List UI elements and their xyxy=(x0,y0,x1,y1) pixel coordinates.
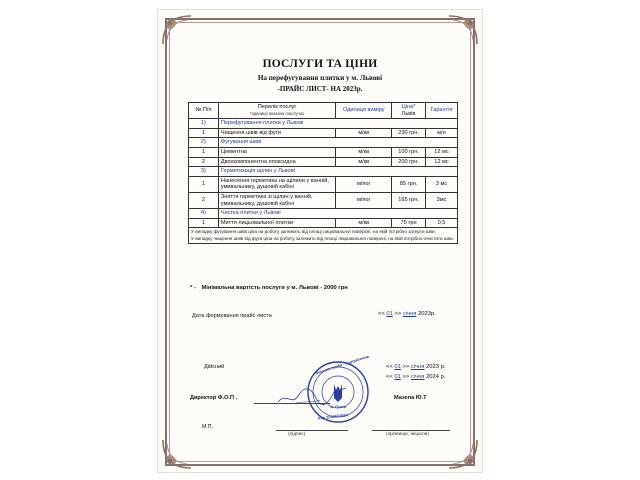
valid-label: Дійсний xyxy=(204,364,225,370)
row-unit: м/пог xyxy=(336,176,392,192)
corner-ornament-icon xyxy=(446,437,480,471)
row-service: Нанесення герметика на щілини у ванній, умивальнику, душовій кабіні xyxy=(218,176,336,192)
stamp-inner-text: м. Львів xyxy=(330,404,347,409)
row-unit: м/кв xyxy=(336,218,392,228)
header-price-city: Львів xyxy=(401,110,416,117)
row-num: 1 xyxy=(189,176,219,192)
note-line: У випадку фугування швів ціна на роботу залежить від площі лицювальної поверхні, на якій потрібно затерти шви. xyxy=(191,229,436,235)
row-price: 75 грн xyxy=(392,218,426,228)
director-name: Мазепа Ю.Т xyxy=(394,395,427,401)
section-name: Перефугування плитки у Львові xyxy=(218,119,457,129)
table-row xyxy=(189,192,458,208)
name-caption-line xyxy=(372,430,450,431)
row-price: 230 грн. xyxy=(392,128,426,138)
row-warranty: 12 мс xyxy=(426,157,458,167)
corner-ornament-icon xyxy=(160,13,194,47)
row-unit: м/кв xyxy=(336,147,392,157)
row-unit: м/кв xyxy=(336,128,392,138)
header-unit-label: Одиниця виміру xyxy=(342,107,385,114)
header-service-note: *одиниця вказана поштучно xyxy=(249,110,305,116)
table-row xyxy=(189,147,458,157)
valid-to-day: 01 xyxy=(394,374,401,380)
row-warranty: 0,5 xyxy=(426,218,458,228)
valid-from-year: 2023 р. xyxy=(426,364,446,370)
row-unit: м/пог xyxy=(336,192,392,208)
form-date-day: 01 xyxy=(386,311,393,317)
header-service-label: Перелік послуг xyxy=(257,104,297,110)
valid-from-day: 01 xyxy=(394,364,401,370)
section-row xyxy=(189,119,458,129)
table-row xyxy=(189,128,458,138)
name-caption: (прізвище, ініціали) xyxy=(386,432,429,437)
price-list-year: -ПРАЙС ЛИСТ- НА 2023р. xyxy=(277,85,363,93)
notes-row xyxy=(189,228,458,243)
stamp-code: Код 3241553664 xyxy=(317,412,349,421)
corner-ornament-icon xyxy=(446,13,480,47)
row-num: 2 xyxy=(189,192,219,208)
stamp-text xyxy=(306,353,370,424)
row-warranty: 3 мс xyxy=(426,176,458,192)
header-price xyxy=(392,103,426,119)
row-price: 85 грн. xyxy=(392,176,426,192)
price-table xyxy=(188,102,458,244)
section-num: 2) xyxy=(189,138,219,148)
header-warranty xyxy=(426,103,458,119)
minimum-cost-note xyxy=(190,285,348,291)
minimum-cost-bullet: * - xyxy=(190,285,196,291)
document-sheet xyxy=(158,10,482,472)
form-date-mid: >> xyxy=(394,311,402,317)
row-unit: м/кв xyxy=(336,157,392,167)
row-service: Двохкомпонентна епоксидна xyxy=(218,157,336,167)
row-service: Миття лицьовальної плитки xyxy=(218,218,336,228)
section-num: 4) xyxy=(189,209,219,219)
header-price-label: Ціна* xyxy=(401,104,416,110)
valid-to-open: << xyxy=(386,374,393,380)
document-subtitle: На перефугування плитки у м. Львові xyxy=(257,74,383,82)
valid-from xyxy=(386,364,445,370)
row-price: 200 грн. xyxy=(392,157,426,167)
minimum-cost-text: Мінімальна вартість послуги у м. Львові - 2000 грн xyxy=(201,285,348,291)
section-row xyxy=(189,138,458,148)
row-num: 1 xyxy=(189,147,219,157)
valid-from-open: << xyxy=(386,364,393,370)
row-warranty: 12 мс xyxy=(426,147,458,157)
row-price: 100 грн. xyxy=(392,147,426,157)
row-num: 1 xyxy=(189,218,219,228)
director-label: Директор Ф.О.П . xyxy=(190,395,238,401)
table-row xyxy=(189,176,458,192)
valid-to xyxy=(386,374,445,380)
document-title: ПОСЛУГИ ТА ЦІНИ xyxy=(262,58,378,70)
section-num: 3) xyxy=(189,167,219,177)
header-unit xyxy=(336,103,392,119)
section-num: 1) xyxy=(189,119,219,129)
corner-ornament-icon xyxy=(160,437,194,471)
table-row xyxy=(189,157,458,167)
signature-caption-line xyxy=(276,430,348,431)
table-notes xyxy=(189,228,458,243)
form-date-year: 2023р. xyxy=(418,311,436,317)
section-row xyxy=(189,167,458,177)
signature-caption: (підпис) xyxy=(288,432,306,437)
note-line: У випадку чищення швів від фуги ціна на роботу залежить від площі лицювальної поверхні, на якій потрібно очистити шви. xyxy=(191,235,454,241)
valid-to-mid: >> xyxy=(402,374,410,380)
header-warranty-label: Гарантія xyxy=(430,107,453,114)
form-date-month: січня xyxy=(402,311,417,317)
section-name: Фугування швів xyxy=(218,138,457,148)
table-header-row xyxy=(189,103,458,119)
mp-label: М.П. xyxy=(202,424,213,430)
row-warranty: 3мс xyxy=(426,192,458,208)
row-service: Цементна xyxy=(218,147,336,157)
row-service: Зняття герметика зі щілин у ванній, умивальнику, душовій кабіні xyxy=(218,192,336,208)
valid-from-mid: >> xyxy=(402,364,410,370)
row-service: Чищення швів від фуги xyxy=(218,128,336,138)
row-num: 2 xyxy=(189,157,219,167)
section-name: Герметизація щілин у Львові xyxy=(218,167,457,177)
section-row xyxy=(189,209,458,219)
valid-to-month: січня xyxy=(410,374,425,380)
valid-to-year: 2024 р. xyxy=(426,374,446,380)
row-price: 165 грн. xyxy=(392,192,426,208)
stamp-ring-text: Фізична особа - підприємець xyxy=(314,353,370,376)
valid-from-month: січня xyxy=(410,364,425,370)
form-date-value xyxy=(378,311,436,317)
row-warranty: м/н xyxy=(426,128,458,138)
header-num: № П/п xyxy=(189,103,219,119)
header-service xyxy=(218,103,336,119)
row-num: 1 xyxy=(189,128,219,138)
form-date-open: << xyxy=(378,311,385,317)
table-row xyxy=(189,218,458,228)
section-name: Чистка плитки у Львові xyxy=(218,209,457,219)
form-date-label: Дата формування прайс листа xyxy=(192,313,272,319)
